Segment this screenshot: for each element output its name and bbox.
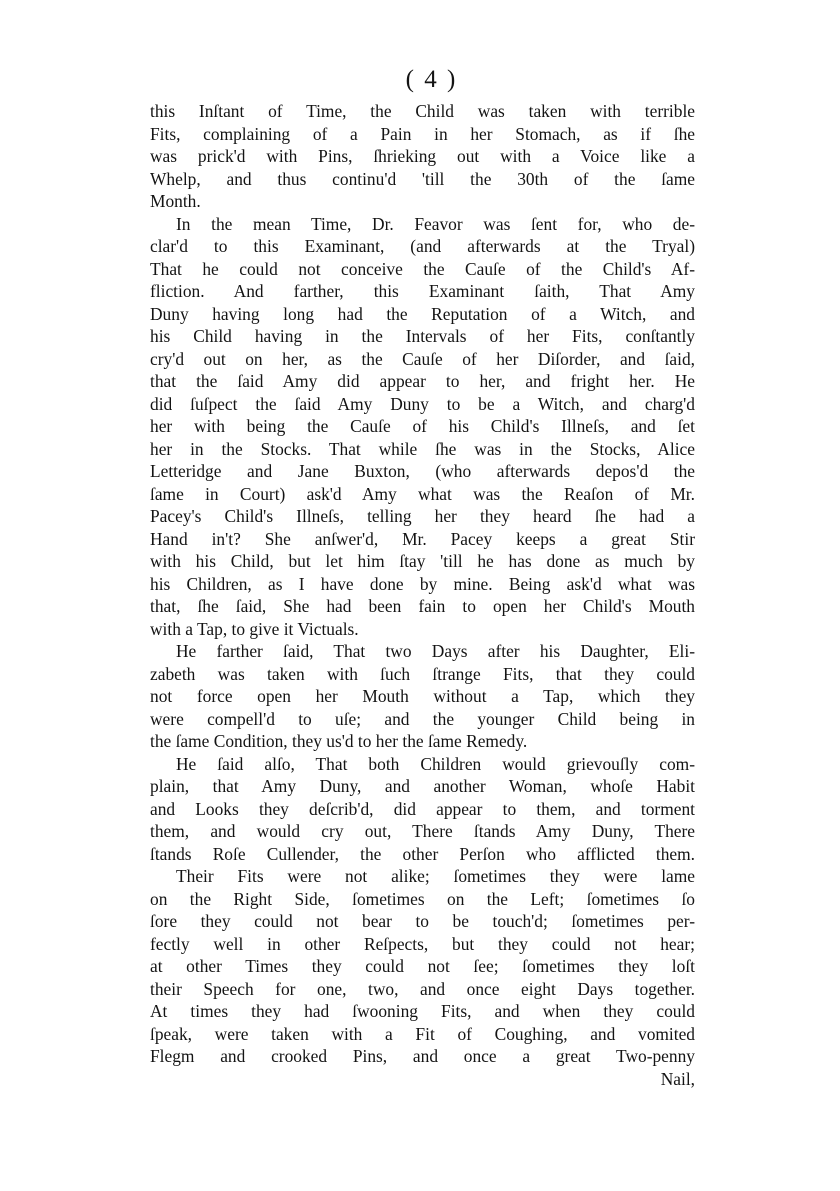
- text-line: on the Right Side, ſometimes on the Left; ſometimes ſo: [150, 888, 695, 909]
- page-number: ( 4 ): [405, 66, 458, 93]
- text-line: zabeth was taken with ſuch ſtrange Fits, that they could: [150, 663, 695, 684]
- text-line: the ſame Condition, they us'd to her the ſame Remedy.: [150, 731, 528, 751]
- text-line: was prick'd with Pins, ſhrieking out with a Voice like a: [150, 146, 695, 166]
- text-line: Their Fits were not alike; ſometimes they were lame: [176, 866, 695, 886]
- text-line: clar'd to this Examinant, (and afterwards at the Tryal): [150, 236, 695, 256]
- text-line: not force open her Mouth without a Tap, which they: [150, 686, 695, 706]
- text-line: that, ſhe ſaid, She had been fain to open her Child's Mouth: [150, 596, 695, 616]
- text-line: At times they had ſwooning Fits, and when they could: [150, 1001, 695, 1021]
- text-line: her with being the Cauſe of his Child's Illneſs, and ſet: [150, 416, 695, 436]
- text-line: cry'd out on her, as the Cauſe of her Diſorder, and ſaid,: [150, 348, 695, 369]
- text-line: fliction. And farther, this Examinant ſaith, That Amy: [150, 281, 695, 301]
- text-line: his Children, as I have done by mine. Being ask'd what was: [150, 573, 695, 594]
- text-line: were compell'd to uſe; and the younger Child being in: [150, 708, 695, 729]
- text-line: ſpeak, were taken with a Fit of Coughing, and vomited: [150, 1023, 695, 1044]
- text-line: ſame in Court) ask'd Amy what was the Reaſon of Mr.: [150, 483, 695, 504]
- text-line: Pacey's Child's Illneſs, telling her they heard ſhe had a: [150, 506, 695, 526]
- text-line: with his Child, but let him ſtay 'till he has done as much by: [150, 551, 695, 571]
- text-line: ſore they could not bear to be touch'd; ſometimes per-: [150, 911, 695, 931]
- text-line: them, and would cry out, There ſtands Amy Duny, There: [150, 821, 695, 841]
- text-line: plain, that Amy Duny, and another Woman, whoſe Habit: [150, 776, 695, 796]
- page-text: [150, 100, 695, 1090]
- text-line: did ſuſpect the ſaid Amy Duny to be a Witch, and charg'd: [150, 393, 695, 414]
- text-line: In the mean Time, Dr. Feavor was ſent for, who de-: [176, 213, 695, 234]
- text-line: Duny having long had the Reputation of a Witch, and: [150, 303, 695, 324]
- text-line: fectly well in other Reſpects, but they could not hear;: [150, 933, 695, 954]
- text-line: Whelp, and thus continu'd 'till the 30th of the ſame: [150, 168, 695, 189]
- text-line: Nail,: [660, 1068, 695, 1089]
- text-line: Letteridge and Jane Buxton, (who afterwards depos'd the: [150, 461, 695, 481]
- text-line: He farther ſaid, That two Days after his Daughter, Eli-: [176, 641, 695, 661]
- text-line: He ſaid alſo, That both Children would grievouſly com-: [176, 753, 695, 774]
- text-line: this Inſtant of Time, the Child was taken with terrible: [150, 101, 695, 121]
- text-line: That he could not conceive the Cauſe of the Child's Af-: [150, 258, 695, 279]
- text-line: his Child having in the Intervals of her Fits, conſtantly: [150, 326, 695, 346]
- text-line: Hand in't? She anſwer'd, Mr. Pacey keeps a great Stir: [150, 528, 695, 549]
- text-line: Flegm and crooked Pins, and once a great Two-penny: [150, 1046, 695, 1066]
- text-line: their Speech for one, two, and once eight Days together.: [150, 978, 695, 999]
- text-line: Fits, complaining of a Pain in her Stomach, as if ſhe: [150, 123, 695, 144]
- book-page: [150, 62, 695, 1090]
- text-line: at other Times they could not ſee; ſometimes they loſt: [150, 956, 695, 976]
- text-line: Month.: [150, 191, 201, 211]
- text-line: ſtands Roſe Cullender, the other Perſon who afflicted them.: [150, 843, 695, 864]
- text-line: her in the Stocks. That while ſhe was in the Stocks, Alice: [150, 438, 695, 459]
- text-line: and Looks they deſcrib'd, did appear to them, and torment: [150, 798, 695, 819]
- text-line: that the ſaid Amy did appear to her, and fright her. He: [150, 371, 695, 391]
- text-line: with a Tap, to give it Victuals.: [150, 618, 359, 639]
